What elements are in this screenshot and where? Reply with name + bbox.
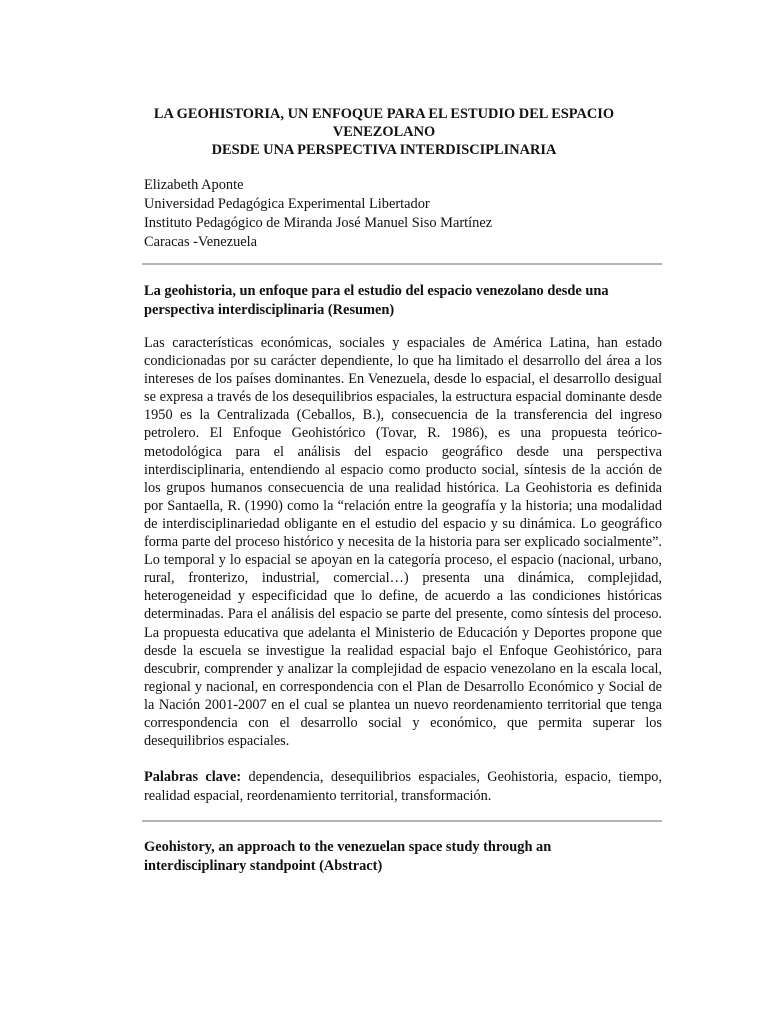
- author-institute: Instituto Pedagógico de Miranda José Manuel Siso Martínez: [144, 215, 493, 231]
- title-line-3: DESDE UNA PERSPECTIVA INTERDISCIPLINARIA: [211, 142, 557, 158]
- document-title: [130, 105, 638, 159]
- keywords-paragraph: [144, 768, 662, 805]
- title-line-2: VENEZOLANO: [332, 124, 436, 140]
- abstract-heading: Geohistory, an approach to the venezuelan space study through an interdisciplinary standpoint (Abstract): [144, 839, 552, 874]
- author-block: [144, 176, 644, 252]
- author-name: Elizabeth Aponte: [144, 177, 244, 193]
- keywords-label: Palabras clave:: [144, 769, 242, 785]
- author-university: Universidad Pedagógica Experimental Libertador: [144, 196, 430, 212]
- resumen-body: Las características económicas, sociales y espaciales de América Latina, han estado condicionadas por su carácter dependiente, lo que ha limitado el desarrollo del área a los intereses de los países dominantes. En Venezuela, desde lo espacial, el desarrollo desigual se expresa a través de los desequilibrios espaciales, la estructura espacial dominante desde 1950 es la Centralizada (Ceballos, B.), consecuencia de la transferencia del ingreso petrolero. El Enfoque Geohistórico (Tovar, R. 1986), es una propuesta teórico-metodológica para el análisis del espacio geográfico desde una perspectiva interdisciplinaria, entendiendo al espacio como producto social, síntesis de la acción de los grupos humanos consecuencia de una realidad histórica. La Geohistoria es definida por Santaella, R. (1990) como la “relación entre la geografía y la historia; una modalidad de interdisciplinariedad obligante en el estudio del espacio y su dinámica. Lo geográfico forma parte del proceso histórico y necesita de la historia para ser explicado socialmente”. Lo temporal y lo espacial se apoyan en la categoría proceso, el espacio (nacional, urbano, rural, fronterizo, industrial, comercial…) presenta una dinámica, complejidad, heterogeneidad y especificidad que lo define, de acuerdo a las condiciones históricas determinadas. Para el análisis del espacio se parte del presente, como síntesis del proceso. La propuesta educativa que adelanta el Ministerio de Educación y Deportes propone que desde la escuela se investigue la realidad espacial bajo el Enfoque Geohistórico, para descubrir, comprender y analizar la complejidad de espacio venezolano en la escala local, regional y nacional, en correspondencia con el Plan de Desarrollo Económico y Social de la Nación 2001-2007 en el cual se plantea un nuevo reordenamiento territorial que tenga correspondencia con el desarrollo social y económico, que permita superar los desequilibrios espaciales.: [144, 335, 662, 750]
- resumen-heading: La geohistoria, un enfoque para el estudio del espacio venezolano desde una perspectiva interdisciplinaria (Resumen): [144, 283, 609, 318]
- section-divider: [142, 820, 662, 822]
- title-line-1: LA GEOHISTORIA, UN ENFOQUE PARA EL ESTUDIO DEL ESPACIO: [153, 106, 615, 122]
- author-location: Caracas -Venezuela: [144, 234, 258, 250]
- section-divider: [142, 263, 662, 265]
- keywords-list: dependencia, desequilibrios espaciales, Geohistoria, espacio, tiempo, realidad espacial, reordenamiento territorial, transformación.: [144, 769, 662, 804]
